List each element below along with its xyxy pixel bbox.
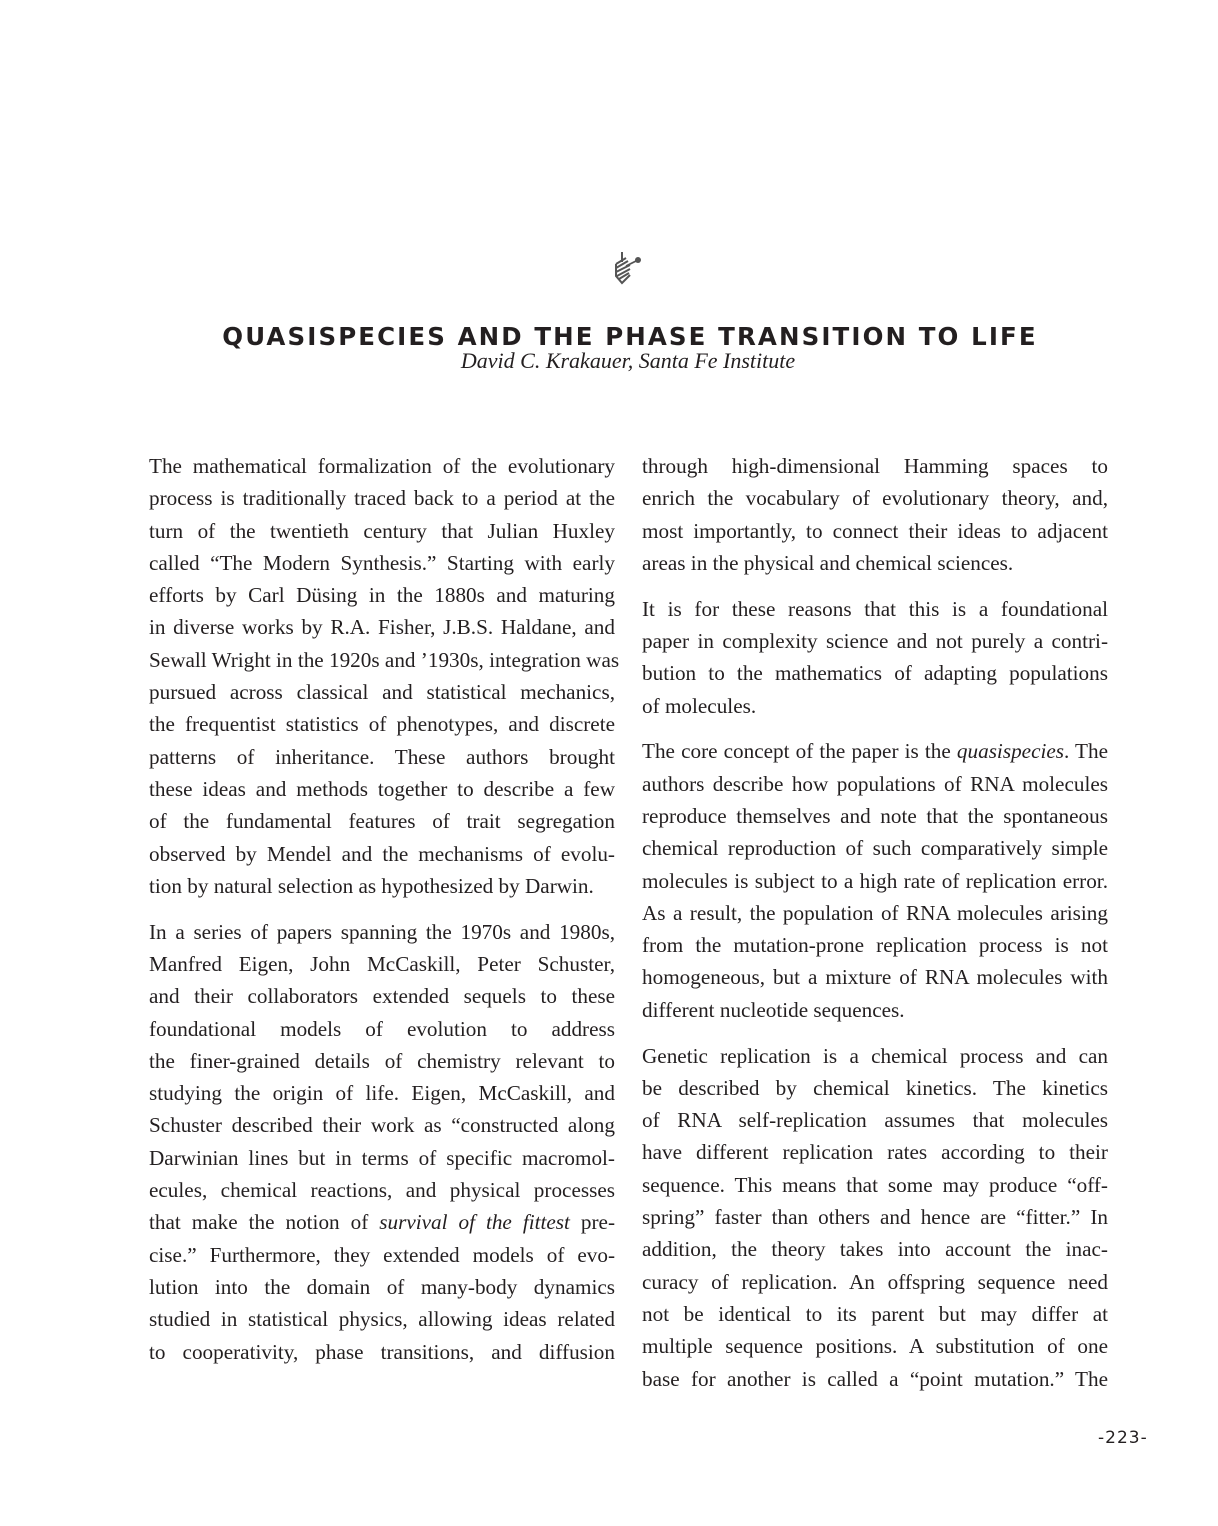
paragraph-gap	[642, 579, 1108, 593]
text-line: be described by chemical kinetics. The kinetics	[642, 1075, 1108, 1100]
text-line: different nucleotide sequences.	[642, 997, 905, 1022]
text-line: areas in the physical and chemical sciences.	[642, 550, 1014, 575]
text-line: tion by natural selection as hypothesized by Darwin.	[149, 873, 594, 898]
text-line: studying the origin of life. Eigen, McCaskill, and	[149, 1081, 615, 1106]
text-fragment: pre-	[569, 1210, 615, 1235]
text-line: base for another is called a “point mutation.” The	[642, 1366, 1108, 1391]
page-number: -223-	[1098, 1428, 1148, 1448]
text-line: addition, the theory takes into account the inac-	[642, 1237, 1108, 1262]
santa-fe-institute-ornament-icon	[612, 248, 646, 288]
author-byline: David C. Krakauer, Santa Fe Institute	[460, 348, 796, 373]
text-line: Genetic replication is a chemical process and can	[642, 1043, 1108, 1068]
text-line: observed by Mendel and the mechanisms of evolu-	[149, 841, 615, 866]
text-line: the finer-grained details of chemistry relevant to	[149, 1048, 615, 1073]
text-fragment: that make the notion of	[149, 1210, 380, 1235]
text-line: efforts by Carl Düsing in the 1880s and maturing	[149, 583, 615, 608]
text-line: bution to the mathematics of adapting populations	[642, 661, 1108, 686]
text-line: Schuster described their work as “constructed along	[149, 1113, 615, 1138]
text-line: turn of the twentieth century that Julian Huxley	[149, 518, 615, 543]
paragraph-core-concept	[642, 735, 1108, 1026]
left-column	[149, 450, 620, 1368]
text-line: chemical reproduction of such comparatively simple	[642, 836, 1108, 861]
text-line: pursued across classical and statistical mechanics,	[149, 680, 615, 705]
text-line: called “The Modern Synthesis.” Starting with early	[149, 550, 615, 575]
text-line: have different replication rates according to their	[642, 1140, 1108, 1165]
text-line: from the mutation-prone replication process is not	[642, 933, 1108, 958]
text-line: in diverse works by R.A. Fisher, J.B.S. Haldane, and	[149, 615, 615, 640]
text-line: process is traditionally traced back to a period at the	[149, 486, 615, 511]
text-line: these ideas and methods together to describe a few	[149, 776, 615, 801]
text-line: most importantly, to connect their ideas to adjacent	[642, 518, 1108, 543]
text-line: molecules is subject to a high rate of replication error.	[642, 868, 1108, 893]
text-line: lution into the domain of many-body dynamics	[149, 1274, 615, 1299]
text-line: patterns of inheritance. These authors brought	[149, 744, 615, 769]
text-line: of the fundamental features of trait segregation	[149, 809, 615, 834]
text-line: The mathematical formalization of the evolutionary	[149, 454, 615, 478]
text-line: multiple sequence positions. A substitution of one	[642, 1334, 1108, 1359]
text-line-with-italic	[642, 735, 1108, 767]
text-line: not be identical to its parent but may differ at	[642, 1301, 1108, 1326]
paragraph-foundational	[642, 593, 1108, 722]
article-title: QUASISPECIES AND THE PHASE TRANSITION TO LIFE	[222, 322, 1038, 352]
text-line: spring” faster than others and hence are “fitter.” In	[642, 1205, 1108, 1230]
text-line: paper in complexity science and not purely a contri-	[642, 628, 1108, 653]
text-line: studied in statistical physics, allowing ideas related	[149, 1307, 615, 1332]
text-line: of molecules.	[642, 693, 757, 718]
paragraph-modern-synthesis	[149, 450, 620, 902]
text-line-with-italic	[149, 1206, 615, 1238]
paragraph-hamming-spaces	[642, 450, 1108, 579]
text-line: It is for these reasons that this is a foundational	[642, 596, 1108, 621]
paragraph-genetic-replication	[642, 1040, 1108, 1395]
text-line: foundational models of evolution to address	[149, 1016, 615, 1041]
text-line: and their collaborators extended sequels to these	[149, 984, 615, 1009]
text-line: In a series of papers spanning the 1970s and 1980s,	[149, 919, 615, 944]
paragraph-gap	[642, 1026, 1108, 1040]
text-fragment: The core concept of the paper is the	[642, 739, 957, 764]
text-line: enrich the vocabulary of evolutionary theory, and,	[642, 486, 1108, 511]
text-line: reproduce themselves and note that the spontaneous	[642, 803, 1108, 828]
text-line: Sewall Wright in the 1920s and ’1930s, integration was	[149, 647, 620, 672]
right-column	[642, 450, 1108, 1395]
paragraph-gap	[642, 722, 1108, 736]
text-line: As a result, the population of RNA molecules arising	[642, 900, 1108, 925]
text-line: Manfred Eigen, John McCaskill, Peter Schuster,	[149, 951, 615, 976]
text-line: sequence. This means that some may produce “off-	[642, 1172, 1108, 1197]
text-line: curacy of replication. An offspring sequence need	[642, 1269, 1108, 1294]
text-fragment: . The	[1064, 739, 1108, 764]
text-line: of RNA self-replication assumes that molecules	[642, 1108, 1108, 1133]
text-line: the frequentist statistics of phenotypes, and discrete	[149, 712, 615, 737]
paragraph-eigen-schuster	[149, 916, 615, 1368]
text-line: cise.” Furthermore, they extended models of evo-	[149, 1242, 615, 1267]
paragraph-gap	[149, 902, 615, 916]
text-line: homogeneous, but a mixture of RNA molecules with	[642, 965, 1108, 990]
text-line: ecules, chemical reactions, and physical processes	[149, 1178, 615, 1203]
text-line: to cooperativity, phase transitions, and diffusion	[149, 1339, 615, 1364]
italic-phrase: quasispecies	[956, 739, 1065, 764]
text-line: authors describe how populations of RNA molecules	[642, 771, 1108, 796]
text-line: Darwinian lines but in terms of specific macromol-	[149, 1145, 615, 1170]
text-line: through high-dimensional Hamming spaces to	[642, 454, 1108, 478]
italic-phrase: survival of the fittest	[379, 1210, 570, 1235]
